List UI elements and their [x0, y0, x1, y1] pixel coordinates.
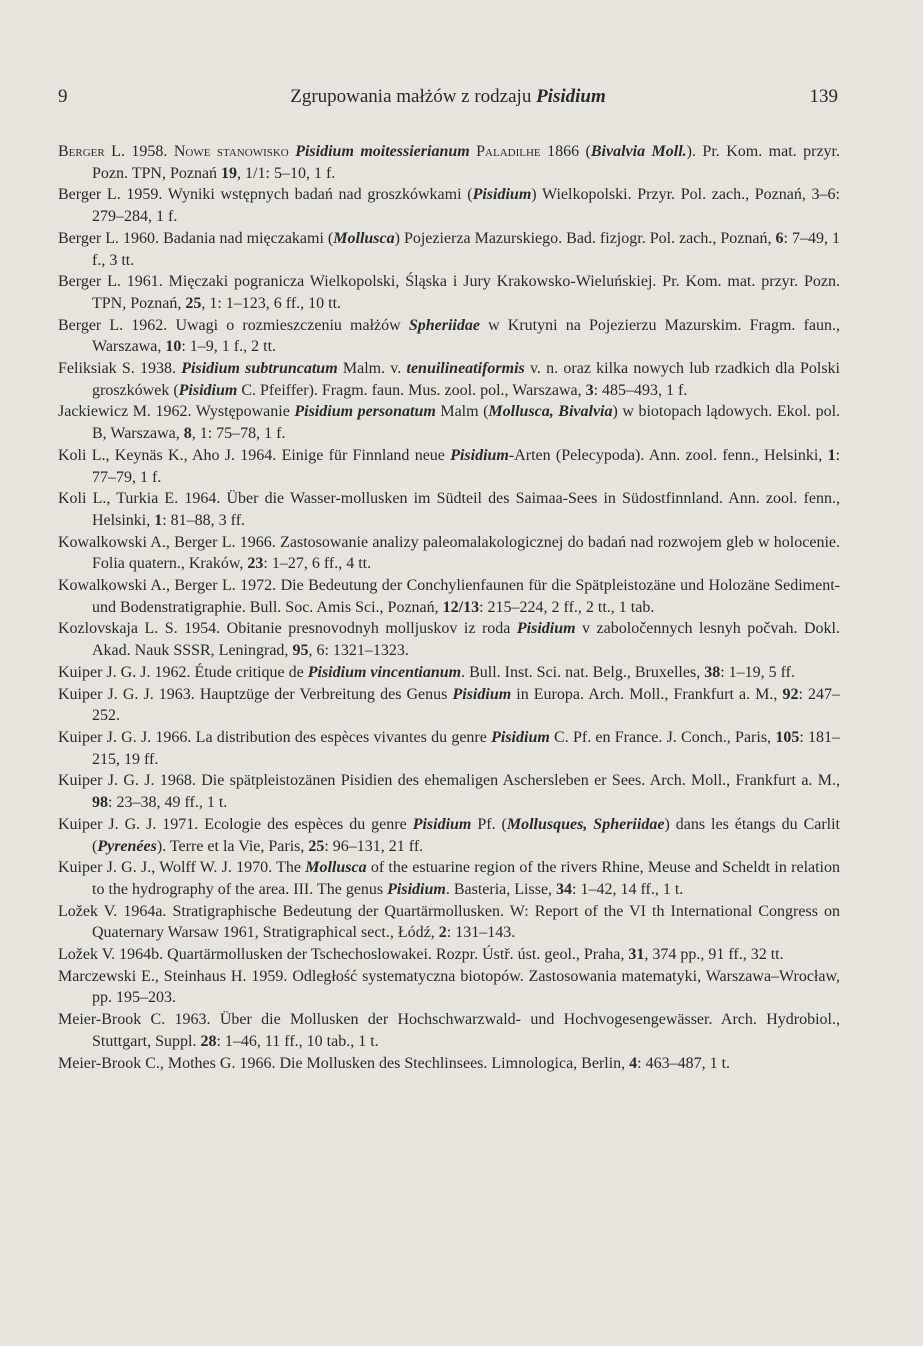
reference-entry: Ložek V. 1964b. Quartärmollusken der Tschechoslowakei. Rozpr. Ústř. úst. geol., Praha, 31, 374 pp., 91 ff., 32 tt. — [58, 946, 784, 964]
reference-entry: Kowalkowski A., Berger L. 1966. Zastosowanie analizy paleomalakologicznej do badań nad rozwojem gleb w holocenie. Folia quatern., Kraków, 23: 1–27, 6 ff., 4 tt. — [58, 533, 840, 573]
reference-entry: Kuiper J. G. J., Wolff W. J. 1970. The Mollusca of the estuarine region of the rivers Rhine, Meuse and Scheldt in relation to the hydrography of the area. III. The genus Pisidium. Basteria, Lisse, 34: 1–42, 14 ff., 1 t. — [58, 859, 841, 898]
reference-list — [58, 141, 840, 1074]
reference-entry: Berger L. 1962. Uwagi o rozmieszczeniu małżów Spheriidae w Krutyni na Pojezierzu Mazurskim. Fragm. faun., Warszawa, 10: 1–9, 1 f., 2 tt. — [58, 316, 840, 356]
reference-entry: Berger L. 1958. Nowe stanowisko Pisidium moitessierianum Paladilhe 1866 (Bivalvia Moll.). Pr. Kom. mat. przyr. Pozn. TPN, Poznań 19, 1/1: 5–10, 1 f. — [58, 143, 840, 182]
running-header — [58, 86, 838, 116]
reference-entry: Koli L., Turkia E. 1964. Über die Wasser-mollusken im Südteil des Saimaa-Sees in Südostfinnland. Ann. zool. fenn., Helsinki, 1: 81–88, 3 ff. — [58, 490, 840, 529]
reference-entry: Berger L. 1960. Badania nad mięczakami (Mollusca) Pojezierza Mazurskiego. Bad. fizjogr. Pol. zach., Poznań, 6: 7–49, 1 f., 3 tt. — [58, 229, 840, 269]
reference-entry: Ložek V. 1964a. Stratigraphische Bedeutung der Quartärmollusken. W: Report of the VI th International Congress on Quaternary Warsaw 1961, Stratigraphical sect., Łódź, 2: 131–143. — [58, 902, 840, 942]
reference-entry: Marczewski E., Steinhaus H. 1959. Odległość systematyczna biotopów. Zastosowania matematyki, Warszawa–Wrocław, pp. 195–203. — [58, 967, 840, 1007]
running-title-genus: Pisidium — [536, 86, 606, 107]
running-title-text: Zgrupowania małżów z rodzaju — [290, 86, 537, 107]
reference-entry: Koli L., Keynäs K., Aho J. 1964. Einige für Finnland neue Pisidium-Arten (Pelecypoda). Ann. zool. fenn., Helsinki, 1: 77–79, 1 f. — [58, 446, 841, 486]
running-title — [58, 86, 838, 108]
reference-entry: Meier-Brook C. 1963. Über die Mollusken der Hochschwarzwald- und Hochvogesengewässer. Arch. Hydrobiol., Stuttgart, Suppl. 28: 1–46, 11 ff., 10 tab., 1 t. — [58, 1011, 840, 1050]
reference-entry: Feliksiak S. 1938. Pisidium subtruncatum Malm. v. tenuilineatiformis v. n. oraz kilka nowych lub rzadkich dla Polski groszkówek (Pisidium C. Pfeiffer). Fragm. faun. Mus. zool. pol., Warszawa, 3: 485–493, 1 f. — [58, 360, 840, 399]
reference-entry: Berger L. 1961. Mięczaki pogranicza Wielkopolski, Śląska i Jury Krakowsko-Wieluńskiej. Pr. Kom. mat. przyr. Pozn. TPN, Poznań, 25, 1: 1–123, 6 ff., 10 tt. — [58, 273, 840, 312]
reference-entry: Kuiper J. G. J. 1962. Étude critique de Pisidium vincentianum. Bull. Inst. Sci. nat. Belg., Bruxelles, 38: 1–19, 5 ff. — [58, 663, 795, 681]
chapter-number: 9 — [58, 86, 68, 107]
page-number: 139 — [809, 86, 838, 107]
reference-entry: Kozlovskaja L. S. 1954. Obitanie presnovodnyh molljuskov iz roda Pisidium v zaboločennych lesnyh počvah. Dokl. Akad. Nauk SSSR, Leningrad, 95, 6: 1321–1323. — [58, 620, 840, 660]
reference-entry: Berger L. 1959. Wyniki wstępnych badań nad groszkówkami (Pisidium) Wielkopolski. Przyr. Pol. zach., Poznań, 3–6: 279–284, 1 f. — [58, 186, 841, 226]
reference-entry: Kuiper J. G. J. 1963. Hauptzüge der Verbreitung des Genus Pisidium in Europa. Arch. Moll., Frankfurt a. M., 92: 247–252. — [58, 685, 841, 725]
reference-entry: Meier-Brook C., Mothes G. 1966. Die Mollusken des Stechlinsees. Limnologica, Berlin, 4: 463–487, 1 t. — [58, 1054, 731, 1072]
reference-entry: Kowalkowski A., Berger L. 1972. Die Bedeutung der Conchylienfaunen für die Spätpleistozäne und Holozäne Sediment- und Bodenstratigraphie. Bull. Soc. Amis Sci., Poznań, 12/13: 215–224, 2 ff., 2 tt., 1 tab. — [58, 577, 840, 616]
reference-entry: Jackiewicz M. 1962. Występowanie Pisidium personatum Malm (Mollusca, Bivalvia) w biotopach lądowych. Ekol. pol. B, Warszawa, 8, 1: 75–78, 1 f. — [58, 403, 841, 443]
reference-entry: Kuiper J. G. J. 1966. La distribution des espèces vivantes du genre Pisidium C. Pf. en France. J. Conch., Paris, 105: 181–215, 19 ff. — [58, 728, 841, 768]
reference-entry: Kuiper J. G. J. 1971. Ecologie des espèces du genre Pisidium Pf. (Mollusques, Spheriidae) dans les étangs du Carlit (Pyrenées). Terre et la Vie, Paris, 25: 96–131, 21 ff. — [58, 815, 841, 855]
reference-entry: Kuiper J. G. J. 1968. Die spätpleistozänen Pisidien des ehemaligen Aschersleben er Sees. Arch. Moll., Frankfurt a. M., 98: 23–38, 49 ff., 1 t. — [58, 772, 840, 812]
